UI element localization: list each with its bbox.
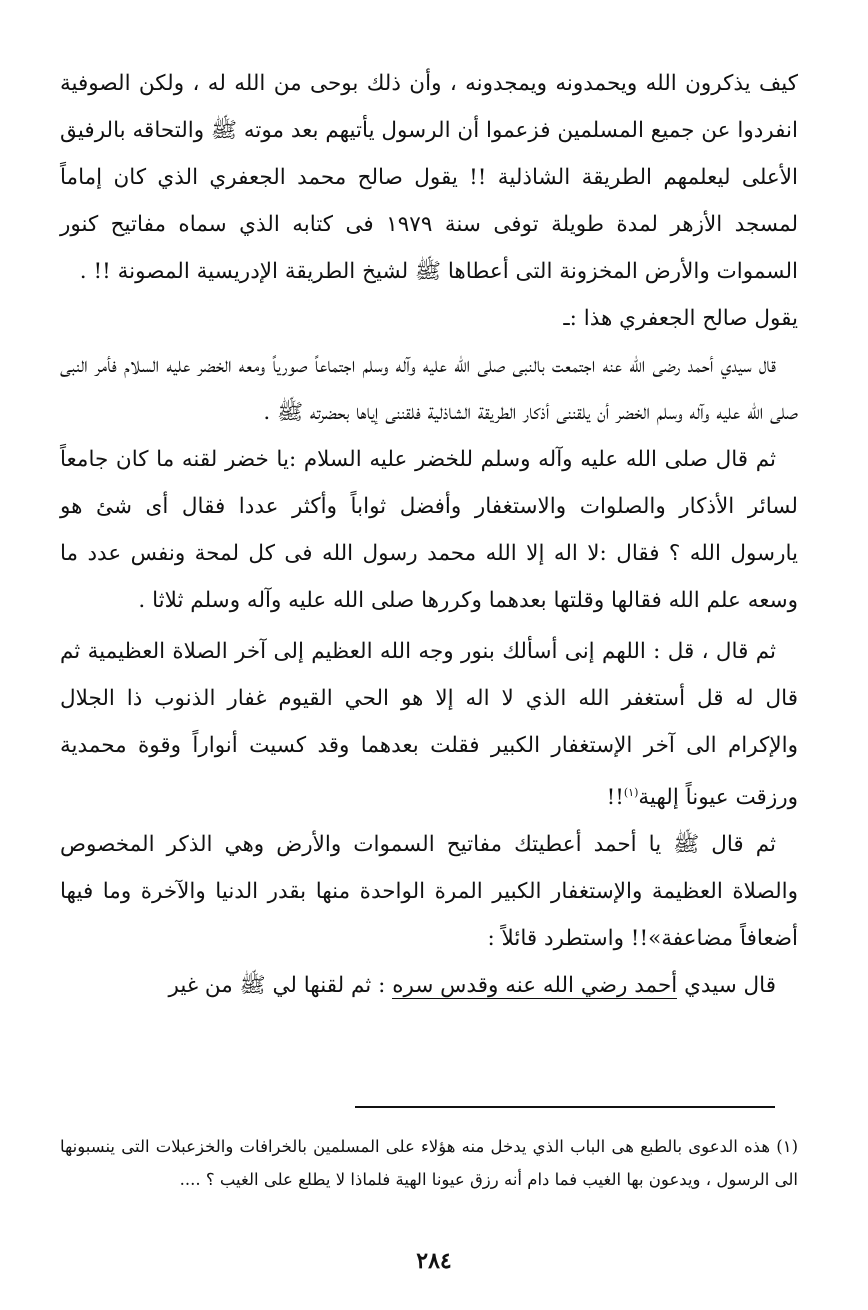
footnote: (١) هذه الدعوى بالطبع هى الباب الذي يدخل منه هؤلاء على المسلمين بالخرافات والخزعبلات التى ينسبونها الى الرسول ، ويدعون بها الغيب فما دام أنه رزق عيونا الهية فلماذا لا يطلع على الغيب ؟ .... xyxy=(60,1137,798,1189)
paragraph-meeting: قال سيدي أحمد رضى الله عنه اجتمعت بالنبى صلى الله عليه وآله وسلم اجتماعاً صورياً ومعه الخضر عليه السلام فأمر النبى صلى الله عليه وآله وسلم الخضر أن يلقننى أذكار الطريقة الشاذلية فلقننى إياها بحضرته ﷺ . xyxy=(60,353,798,425)
underlined-phrase: أحمد رضي الله عنه وقدس سره xyxy=(392,973,678,999)
paragraph-keys: ثم قال ﷺ يا أحمد أعطيتك مفاتيح السموات والأرض وهي الذكر المخصوص والصلاة العظيمة والإستغفار الكبير المرة الواحدة منها بقدر الدنيا والآخرة وما فيها أضعافاً مضاعفة»!! واستطرد قائلاً : xyxy=(60,832,798,952)
paragraph-last-start: قال سيدي xyxy=(684,973,776,999)
paragraph-prayer xyxy=(60,628,798,821)
paragraph-prayer-tail: !! xyxy=(606,785,624,811)
paragraph-last-rest: : ثم لقنها لي ﷺ من غير xyxy=(168,973,386,999)
page-number: ٢٨٤ xyxy=(416,1248,452,1274)
main-text-block xyxy=(60,60,798,1009)
paragraph-last xyxy=(60,962,798,1009)
footnote-divider xyxy=(355,1106,775,1108)
paragraph-intro: كيف يذكرون الله ويحمدونه ويمجدونه ، وأن ذلك بوحى من الله له ، ولكن الصوفية انفردوا عن جميع المسلمين فزعموا أن الرسول يأتيهم بعد موته ﷺ والتحاقه بالرفيق الأعلى ليعلمهم الطريقة الشاذلية !! يقول صالح محمد الجعفري الذي كان إماماً لمسجد الأزهر لمدة طويلة توفى سنة ١٩٧٩ فى كتابه الذي سماه مفاتيح كنور السموات والأرض المخزونة التى أعطاها ﷺ لشيخ الطريقة الإدريسية المصونة !! . xyxy=(60,71,798,284)
paragraph-quote-intro: يقول صالح الجعفري هذا :ـ xyxy=(563,306,798,331)
footnote-reference: (١) xyxy=(623,786,639,799)
paragraph-prayer-text: ثم قال ، قل : اللهم إنى أسألك بنور وجه الله العظيم إلى آخر الصلاة العظيمية ثم قال له قل أستغفر الله الذي لا اله إلا هو الحي القيوم غفار الذنوب ذا الجلال والإكرام الى آخر الإستغفار الكبير فقلت بعدهما وقد كسيت أنواراً وقوة محمدية ورزقت عيوناً إلهية xyxy=(60,639,798,811)
paragraph-khidr: ثم قال صلى الله عليه وآله وسلم للخضر عليه السلام :يا خضر لقنه ما كان جامعاً لسائر الأذكار والصلوات والاستغفار وأفضل ثواباً وأكثر عددا فقال أى شئ هو يارسول الله ؟ فقال :لا اله إلا الله محمد رسول الله فى كل لمحة ونفس عدد ما وسعه علم الله فقالها وقلتها بعدهما وكررها صلى الله عليه وآله وسلم ثلاثا . xyxy=(60,447,798,613)
